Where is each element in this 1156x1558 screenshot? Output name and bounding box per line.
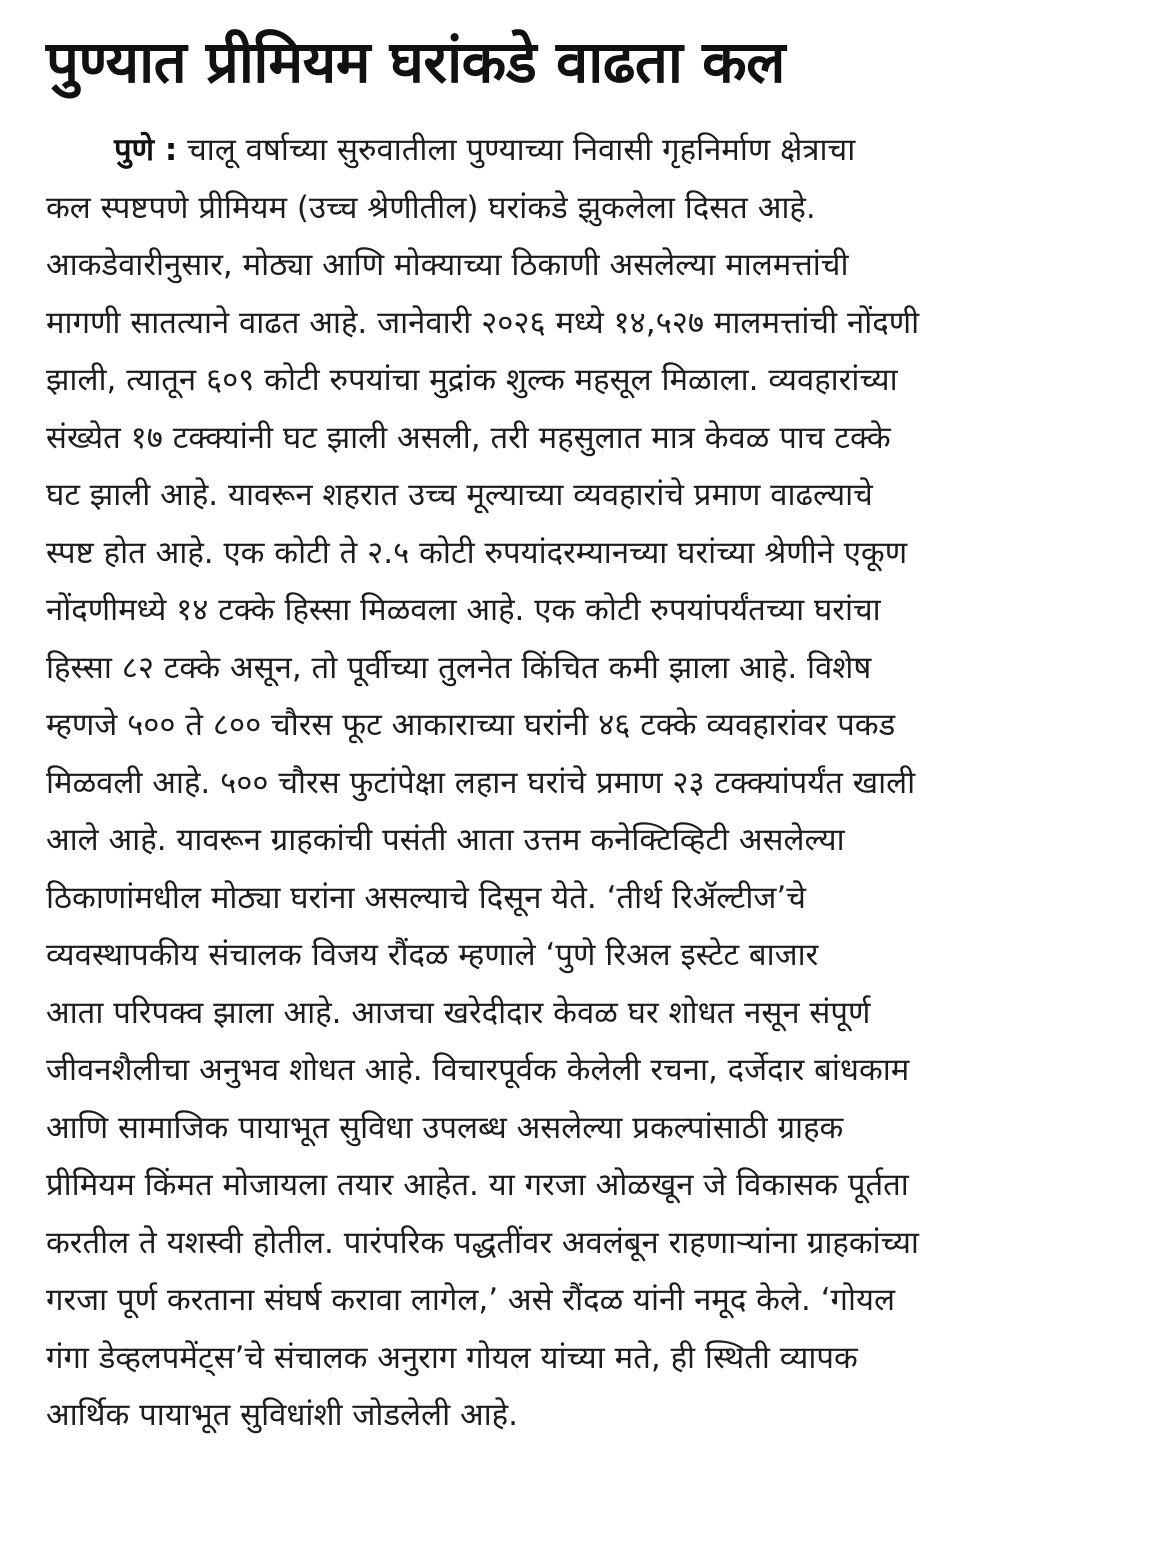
article-line-5: झाली, त्यातून ६०९ कोटी रुपयांचा मुद्रांक शुल्क महसूल मिळाला. व्यवहारांच्या bbox=[46, 362, 898, 398]
article-line-23: आर्थिक पायाभूत सुविधांशी जोडलेली आहे. bbox=[46, 1397, 518, 1433]
article-body bbox=[46, 122, 1116, 1445]
article-line-15: व्यवस्थापकीय संचालक विजय रौंदळ म्हणाले ‘पुणे रिअल इस्टेट बाजार bbox=[46, 937, 819, 973]
article-line-20: करतील ते यशस्वी होतील. पारंपरिक पद्धतींवर अवलंबून राहणाऱ्यांना ग्राहकांच्या bbox=[46, 1224, 919, 1261]
article-line-17: जीवनशैलीचा अनुभव शोधत आहे. विचारपूर्वक केलेली रचना, दर्जेदार बांधकाम bbox=[46, 1052, 910, 1088]
article-line-21: गरजा पूर्ण करताना संघर्ष करावा लागेल,’ असे रौंदळ यांनी नमूद केले. ‘गोयल bbox=[46, 1282, 896, 1318]
article-line-22: गंगा डेव्हलपमेंट्स’चे संचालक अनुराग गोयल यांच्या मते, ही स्थिती व्यापक bbox=[46, 1339, 858, 1376]
article-line-14: ठिकाणांमधील मोठ्या घरांना असल्याचे दिसून येते. ‘तीर्थ रिॲल्टीज’चे bbox=[46, 879, 806, 916]
article-line-13: आले आहे. यावरून ग्राहकांची पसंती आता उत्तम कनेक्टिव्हिटी असलेल्या bbox=[46, 822, 845, 858]
article-line-8: स्पष्ट होत आहे. एक कोटी ते २.५ कोटी रुपयांदरम्यानच्या घरांच्या श्रेणीने एकूण bbox=[46, 534, 908, 571]
article-line-18: आणि सामाजिक पायाभूत सुविधा उपलब्ध असलेल्या प्रकल्पांसाठी ग्राहक bbox=[46, 1109, 844, 1146]
article-headline: पुण्यात प्रीमियम घरांकडे वाढता कल bbox=[46, 28, 786, 96]
article-line-7: घट झाली आहे. यावरून शहरात उच्च मूल्याच्या व्यवहारांचे प्रमाण वाढल्याचे bbox=[46, 477, 873, 513]
article-line-10: हिस्सा ८२ टक्के असून, तो पूर्वीच्या तुलनेत किंचित कमी झाला आहे. विशेष bbox=[46, 649, 872, 686]
article-line-1 bbox=[46, 122, 1116, 180]
article-line-6: संख्येत १७ टक्क्यांनी घट झाली असली, तरी महसुलात मात्र केवळ पाच टक्के bbox=[46, 419, 891, 456]
news-article bbox=[46, 0, 1116, 1433]
article-line-2: कल स्पष्टपणे प्रीमियम (उच्च श्रेणीतील) घरांकडे झुकलेला दिसत आहे. bbox=[46, 189, 816, 226]
article-line-16: आता परिपक्व झाला आहे. आजचा खरेदीदार केवळ घर शोधत नसून संपूर्ण bbox=[46, 994, 871, 1031]
article-line-4: मागणी सातत्याने वाढत आहे. जानेवारी २०२६ मध्ये १४,५२७ मालमत्तांची नोंदणी bbox=[46, 304, 920, 341]
article-line-3: आकडेवारीनुसार, मोठ्या आणि मोक्याच्या ठिकाणी असलेल्या मालमत्तांची bbox=[46, 247, 849, 283]
article-line-19: प्रीमियम किंमत मोजायला तयार आहेत. या गरजा ओळखून जे विकासक पूर्तता bbox=[46, 1167, 909, 1203]
line-text: चालू वर्षाच्या सुरुवातीला पुण्याच्या निवासी गृहनिर्माण क्षेत्राचा bbox=[187, 132, 856, 168]
article-line-11: म्हणजे ५०० ते ८०० चौरस फूट आकाराच्या घरांनी ४६ टक्के व्यवहारांवर पकड bbox=[46, 707, 896, 743]
article-dateline: पुणे : bbox=[114, 132, 178, 168]
article-line-12: मिळवली आहे. ५०० चौरस फुटांपेक्षा लहान घरांचे प्रमाण २३ टक्क्यांपर्यंत खाली bbox=[46, 764, 916, 801]
article-line-9: नोंदणीमध्ये १४ टक्के हिस्सा मिळवला आहे. एक कोटी रुपयांपर्यंतच्या घरांचा bbox=[46, 592, 881, 628]
